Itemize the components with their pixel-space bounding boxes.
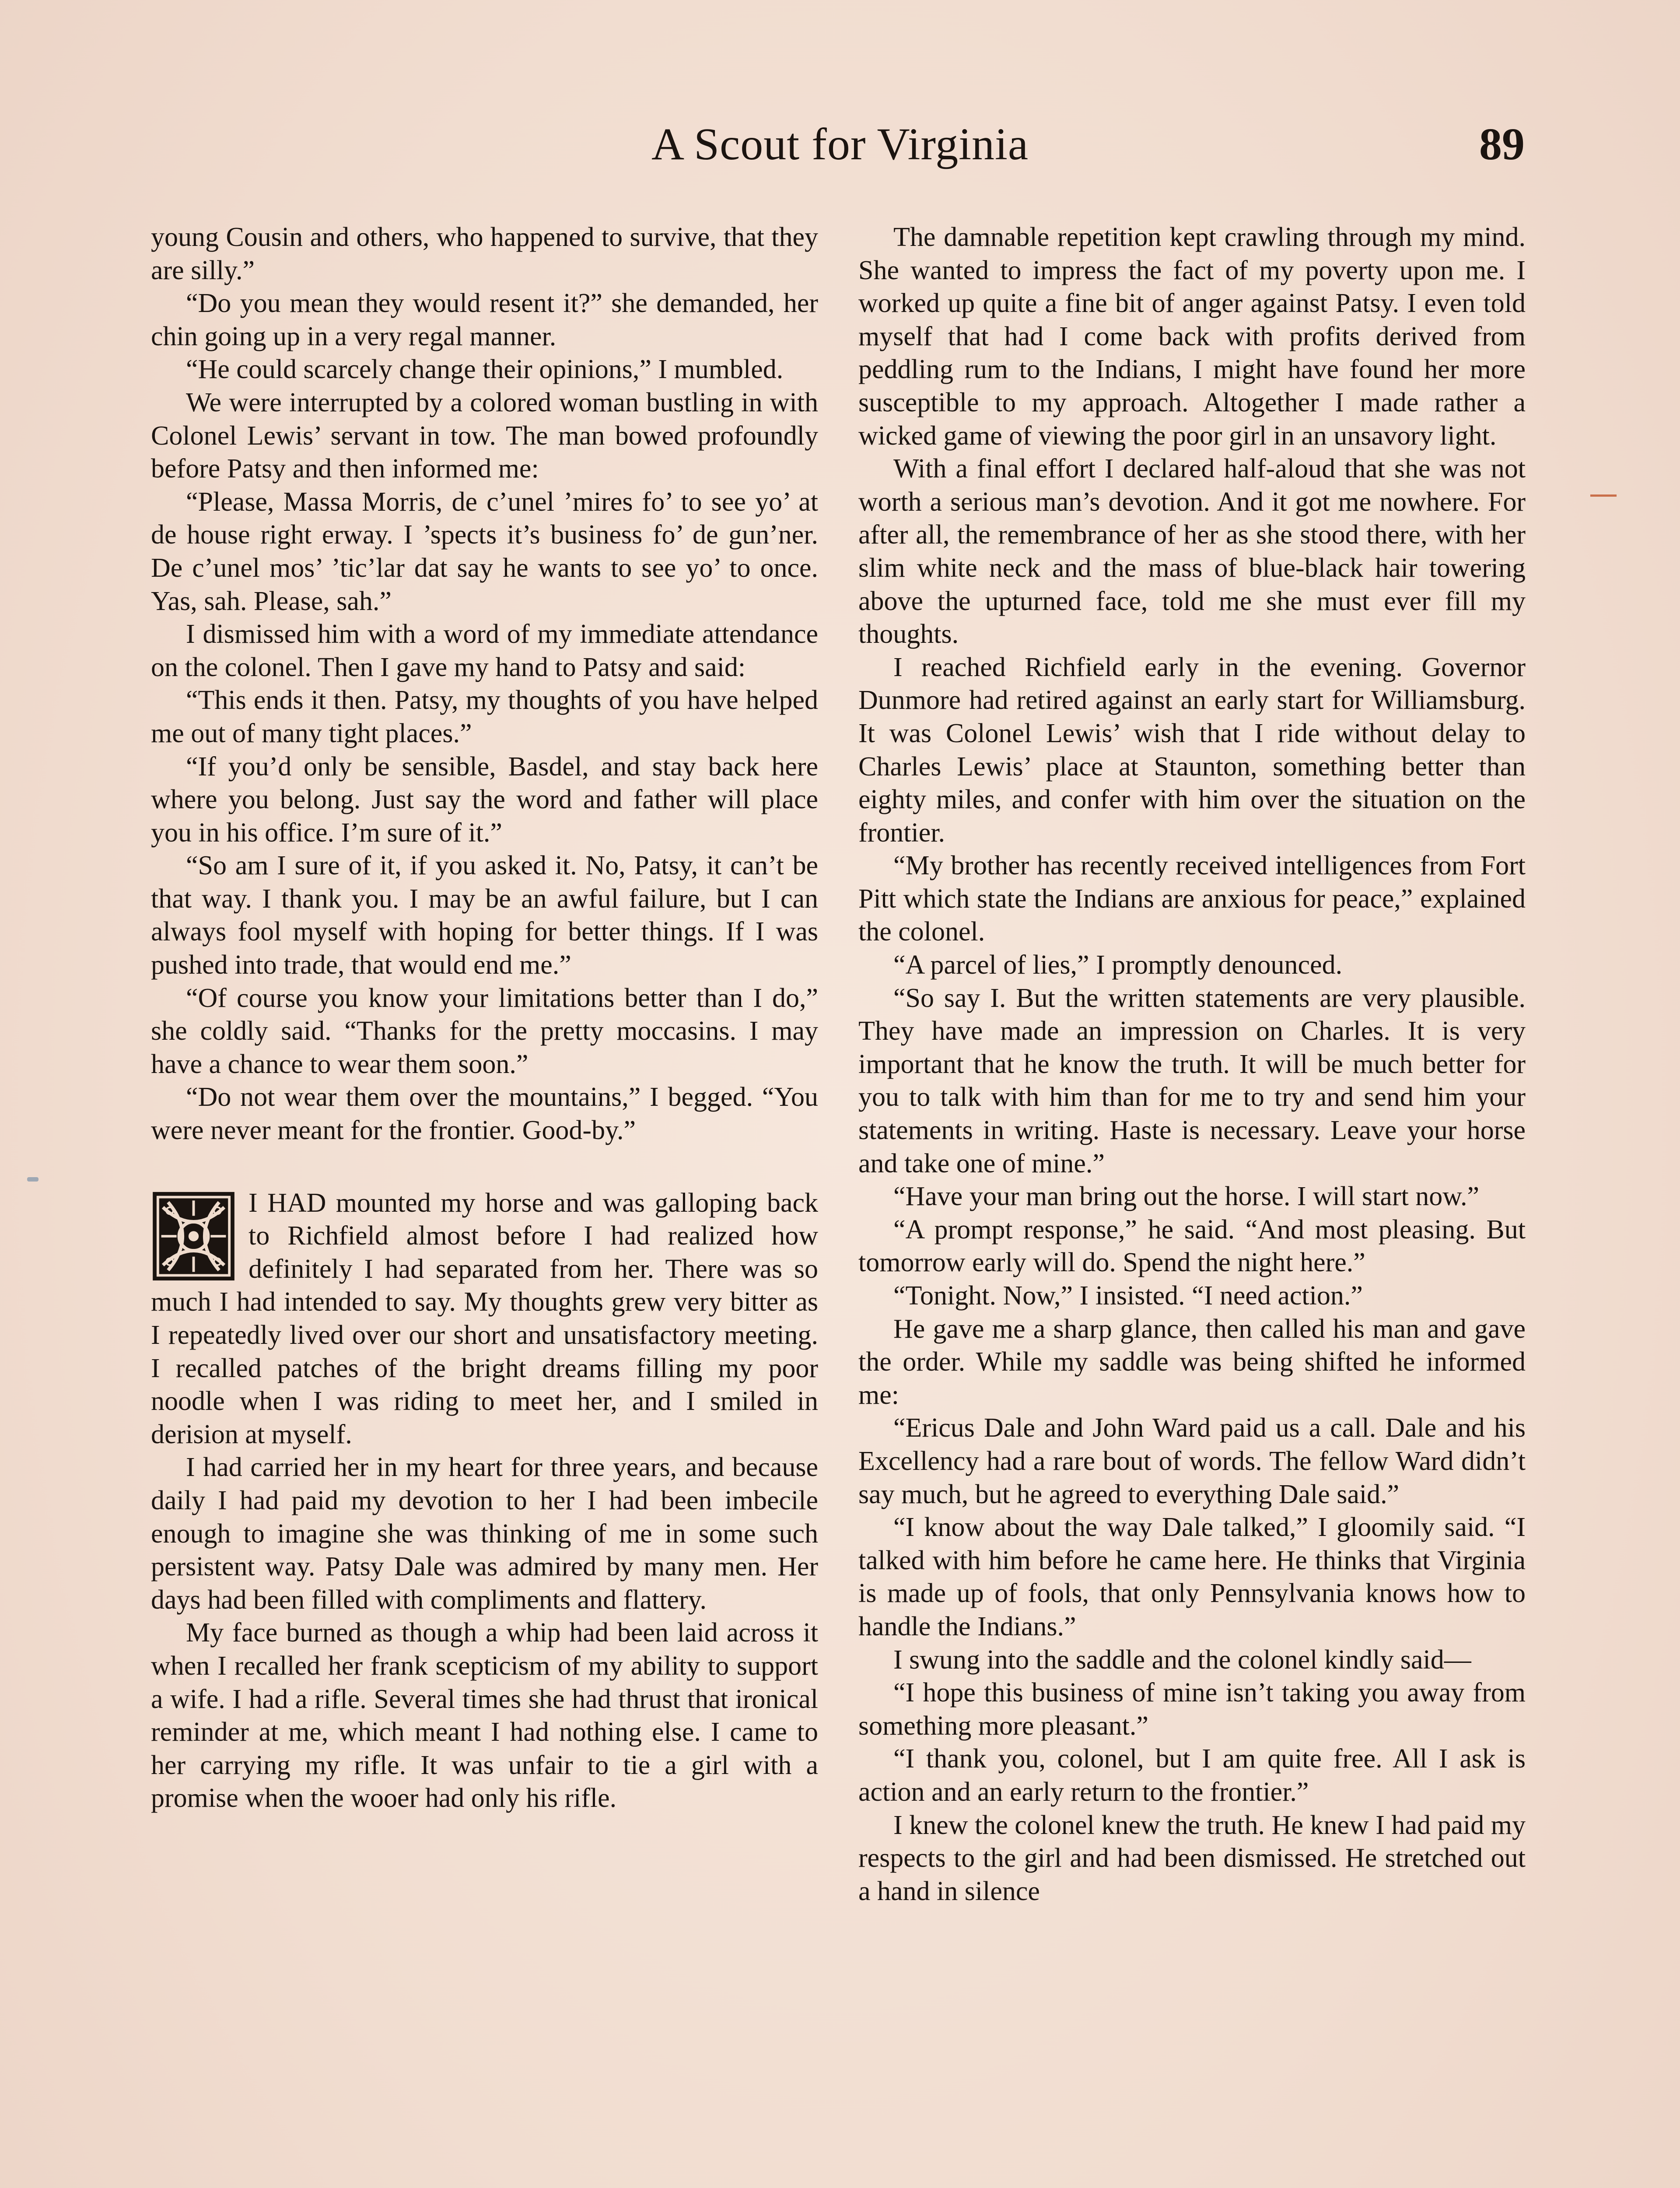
paragraph: “So say I. But the written statements are very plausible. They have made an impression on Charles. It is very important that he know the truth. It will be much better for you to talk with him than for me to try and send him your statements in writing. Haste is necessary. Leave your horse and take one of mine.” [858, 983, 1526, 1178]
running-title: A Scout for Virginia [651, 119, 1029, 169]
running-head [0, 109, 1680, 197]
paragraph: “He could scarcely change their opinions,” I mumbled. [186, 354, 784, 385]
paragraph: “Of course you know your limitations better than I do,” she coldly said. “Thanks for the pretty moccasins. I may have a chance to wear them soon.” [151, 983, 818, 1079]
paragraph: “My brother has recently received intelligences from Fort Pitt which state the Indians are anxious for peace,” explained the colonel. [858, 851, 1526, 947]
paragraph: “A parcel of lies,” I promptly denounced. [893, 950, 1343, 980]
paragraph: I swung into the saddle and the colonel kindly said— [893, 1645, 1471, 1675]
paragraph: I reached Richfield early in the evening. Governor Dunmore had retired against an early start for Williamsburg. It was Colonel Lewis’ wish that I ride without delay to Charles Lewis’ place at Staunton, something better than eighty miles, and confer with him over the situation on the frontier. [858, 652, 1526, 848]
margin-mark [27, 1177, 38, 1182]
section-break [151, 1147, 818, 1187]
paragraph: “Do you mean they would resent it?” she demanded, her chin going up in a very regal manner. [151, 288, 818, 351]
celtic-knot-ornament-icon [151, 1190, 236, 1282]
paragraph: I HAD mounted my horse and was galloping back to Richfield almost before I had realized how definitely I had separated from her. There was so much I had intended to say. My thoughts grew very bitter as I repeatedly lived over our short and unsatisfactory meeting. I recalled patches of the bright dreams filling my poor noodle when I was riding to meet her, and I smiled in derision at myself. [151, 1188, 818, 1449]
paragraph: “Do not wear them over the mountains,” I begged. “You were never meant for the frontier. Good-by.” [151, 1082, 818, 1146]
paragraph: I knew the colonel knew the truth. He knew I had paid my respects to the girl and had been dismissed. He stretched out a hand in silence [858, 1810, 1526, 1906]
margin-mark [1590, 494, 1617, 497]
paragraph: “This ends it then. Patsy, my thoughts of you have helped me out of many tight places.” [151, 685, 818, 748]
paragraph: “If you’d only be sensible, Basdel, and stay back here where you belong. Just say the word and father will place you in his office. I’m sure of it.” [151, 751, 818, 848]
paragraph: “I know about the way Dale talked,” I gloomily said. “I talked with him before he came here. He thinks that Virginia is made up of fools, that only Pennsylvania knows how to handle the Indians.” [858, 1512, 1526, 1641]
paragraph: young Cousin and others, who happened to survive, that they are silly.” [151, 222, 818, 285]
paragraph: “Have your man bring out the horse. I will start now.” [893, 1182, 1479, 1212]
paragraph: “Please, Massa Morris, de c’unel ’mires fo’ to see yo’ at de house right erway. I ’spects it’s business fo’ de gun’ner. De c’unel mos’ ’tic’lar dat say he wants to see yo’ to once. Yas, sah. Please, sah.” [151, 487, 818, 616]
paragraph: “I hope this business of mine isn’t taking you away from something more pleasant.” [858, 1678, 1526, 1741]
paragraph: We were interrupted by a colored woman bustling in with Colonel Lewis’ servant in tow. The man bowed profoundly before Patsy and then informed me: [151, 387, 818, 484]
left-column [151, 221, 818, 1815]
paragraph: The damnable repetition kept crawling through my mind. She wanted to impress the fact of my poverty upon me. I worked up quite a fine bit of anger against Patsy. I even told myself that had I come back with profits derived from peddling rum to the Indians, I might have found her more susceptible to my approach. Altogether I made rather a wicked game of viewing the poor girl in an unsavory light. [858, 222, 1526, 451]
paragraph: With a final effort I declared half-aloud that she was not worth a serious man’s devotion. And it got me nowhere. For after all, the remembrance of her as she stood there, with her slim white neck and the mass of blue-black hair towering above the upturned face, told me she must ever fill my thoughts. [858, 454, 1526, 649]
paragraph: “Tonight. Now,” I insisted. “I need action.” [893, 1281, 1363, 1311]
paragraph: He gave me a sharp glance, then called his man and gave the order. While my saddle was being shifted he informed me: [858, 1314, 1526, 1410]
paragraph: “I thank you, colonel, but I am quite free. All I ask is action and an early return to the frontier.” [858, 1744, 1526, 1807]
paragraph: I had carried her in my heart for three years, and because daily I had paid my devotion to her I had been imbecile enough to imagine she was thinking of me in some such persistent way. Patsy Dale was admired by many men. Her days had been filled with compliments and flattery. [151, 1452, 818, 1615]
right-column [858, 221, 1526, 1908]
paragraph: “So am I sure of it, if you asked it. No, Patsy, it can’t be that way. I thank you. I may be an awful failure, but I can always fool myself with hoping for better things. If I was pushed into trade, that would end me.” [151, 851, 818, 980]
paragraph: “A prompt response,” he said. “And most pleasing. But tomorrow early will do. Spend the night here.” [858, 1214, 1526, 1278]
paragraph: “Ericus Dale and John Ward paid us a call. Dale and his Excellency had a rare bout of words. The fellow Ward didn’t say much, but he agreed to everything Dale said.” [858, 1413, 1526, 1509]
page-number: 89 [1479, 119, 1525, 169]
paragraph: My face burned as though a whip had been laid across it when I recalled her frank scepticism of my ability to support a wife. I had a rifle. Several times she had thrust that ironical reminder at me, which meant I had nothing else. I came to her carrying my rifle. It was unfair to tie a girl with a promise when the wooer had only his rifle. [151, 1618, 818, 1813]
paragraph: I dismissed him with a word of my immediate attendance on the colonel. Then I gave my hand to Patsy and said: [151, 619, 818, 682]
